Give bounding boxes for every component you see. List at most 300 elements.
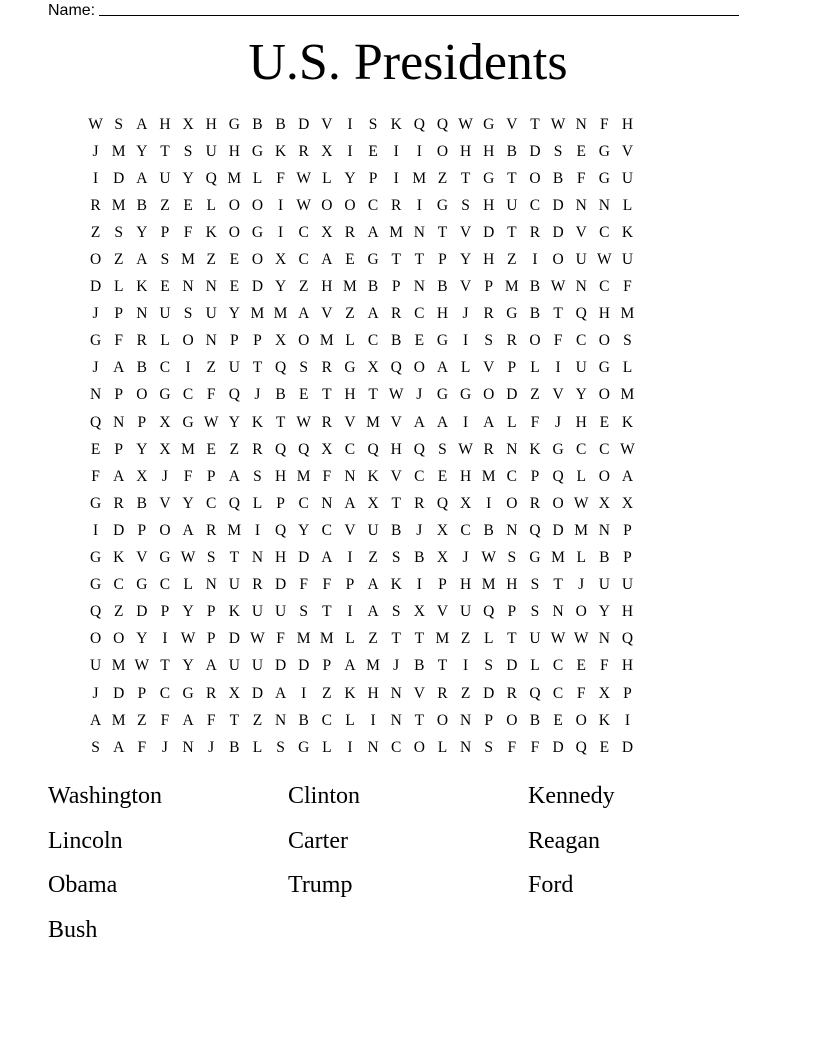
grid-letter[interactable]: C (182, 386, 194, 404)
grid-letter[interactable]: X (274, 251, 287, 269)
grid-letter[interactable]: N (367, 738, 379, 756)
grid-letter[interactable]: Y (136, 440, 148, 458)
grid-letter[interactable]: M (296, 467, 311, 485)
grid-letter[interactable]: P (438, 576, 447, 594)
grid-letter[interactable]: E (90, 440, 101, 458)
grid-letter[interactable]: T (252, 359, 263, 377)
grid-letter[interactable]: Z (160, 196, 170, 214)
grid-letter[interactable]: S (368, 115, 378, 133)
grid-letter[interactable]: Q (390, 359, 402, 377)
grid-letter[interactable]: E (206, 440, 216, 458)
grid-letter[interactable]: K (598, 711, 610, 729)
grid-letter[interactable]: S (461, 196, 470, 214)
grid-letter[interactable]: P (438, 251, 447, 269)
grid-letter[interactable]: I (416, 196, 422, 214)
grid-letter[interactable]: G (483, 115, 495, 133)
grid-letter[interactable]: I (486, 494, 492, 512)
grid-letter[interactable]: I (92, 521, 99, 539)
grid-letter[interactable]: X (159, 413, 171, 431)
grid-letter[interactable]: R (90, 196, 101, 214)
grid-letter[interactable]: B (298, 711, 309, 729)
grid-letter[interactable]: X (598, 684, 610, 702)
grid-letter[interactable]: C (159, 359, 171, 377)
grid-letter[interactable]: D (113, 521, 125, 539)
grid-letter[interactable]: R (113, 494, 124, 512)
grid-letter[interactable]: E (414, 332, 425, 350)
grid-letter[interactable]: O (529, 169, 541, 187)
grid-letter[interactable]: N (598, 630, 610, 648)
grid-letter[interactable]: C (599, 278, 610, 296)
grid-letter[interactable]: V (321, 305, 333, 323)
grid-letter[interactable]: S (391, 603, 401, 621)
grid-letter[interactable]: T (507, 223, 517, 241)
grid-letter[interactable]: L (460, 359, 471, 377)
grid-letter[interactable]: Z (113, 251, 124, 269)
grid-letter[interactable]: C (321, 711, 332, 729)
grid-letter[interactable]: N (344, 467, 356, 485)
grid-letter[interactable]: D (552, 223, 564, 241)
grid-letter[interactable]: U (251, 603, 264, 621)
grid-letter[interactable]: A (136, 115, 148, 133)
grid-letter[interactable]: C (414, 467, 425, 485)
grid-letter[interactable]: G (598, 359, 610, 377)
grid-letter[interactable]: L (507, 413, 517, 431)
grid-letter[interactable]: B (136, 494, 147, 512)
grid-letter[interactable]: Q (89, 603, 102, 621)
grid-letter[interactable]: P (623, 684, 632, 702)
grid-letter[interactable]: Z (322, 684, 332, 702)
grid-letter[interactable]: W (388, 386, 404, 404)
grid-letter[interactable]: A (483, 413, 495, 431)
grid-letter[interactable]: U (228, 359, 240, 377)
grid-letter[interactable]: M (412, 169, 427, 187)
grid-letter[interactable]: K (228, 603, 240, 621)
grid-letter[interactable]: H (228, 142, 240, 160)
grid-letter[interactable]: M (111, 196, 126, 214)
grid-letter[interactable]: G (483, 169, 495, 187)
grid-letter[interactable]: U (228, 657, 240, 675)
grid-letter[interactable]: Z (298, 278, 309, 296)
grid-letter[interactable]: P (368, 169, 378, 187)
grid-letter[interactable]: A (113, 359, 125, 377)
grid-letter[interactable]: X (321, 142, 333, 160)
grid-letter[interactable]: W (458, 115, 473, 133)
grid-letter[interactable]: P (206, 603, 216, 621)
grid-letter[interactable]: B (506, 142, 517, 160)
grid-letter[interactable]: J (161, 467, 168, 485)
grid-letter[interactable]: M (343, 278, 357, 296)
grid-letter[interactable]: B (275, 386, 286, 404)
grid-letter[interactable]: P (507, 603, 517, 621)
grid-letter[interactable]: A (205, 657, 217, 675)
grid-letter[interactable]: Q (298, 440, 310, 458)
grid-letter[interactable]: W (296, 169, 311, 187)
grid-letter[interactable]: D (552, 738, 564, 756)
grid-letter[interactable]: X (367, 359, 379, 377)
grid-letter[interactable]: W (180, 630, 196, 648)
grid-letter[interactable]: G (136, 576, 148, 594)
grid-letter[interactable]: W (458, 440, 473, 458)
grid-letter[interactable]: B (599, 549, 610, 567)
grid-letter[interactable]: P (484, 711, 493, 729)
grid-letter[interactable]: G (459, 386, 472, 404)
grid-letter[interactable]: O (598, 467, 610, 485)
grid-letter[interactable]: M (181, 440, 195, 458)
grid-letter[interactable]: W (550, 115, 566, 133)
grid-letter[interactable]: G (89, 494, 102, 512)
grid-letter[interactable]: G (436, 386, 449, 404)
grid-letter[interactable]: R (483, 440, 494, 458)
grid-letter[interactable]: Z (137, 711, 147, 729)
grid-letter[interactable]: Z (345, 305, 355, 323)
grid-letter[interactable]: Z (113, 603, 124, 621)
grid-letter[interactable]: G (436, 332, 449, 350)
grid-letter[interactable]: S (114, 223, 123, 241)
grid-letter[interactable]: Q (228, 386, 240, 404)
grid-letter[interactable]: Z (252, 711, 263, 729)
grid-letter[interactable]: I (370, 711, 376, 729)
grid-letter[interactable]: C (298, 251, 309, 269)
grid-letter[interactable]: I (301, 684, 307, 702)
grid-letter[interactable]: G (182, 684, 194, 702)
grid-letter[interactable]: J (92, 305, 99, 323)
grid-letter[interactable]: M (111, 142, 126, 160)
grid-letter[interactable]: F (553, 332, 563, 350)
grid-letter[interactable]: C (113, 576, 124, 594)
grid-letter[interactable]: A (436, 413, 449, 431)
grid-letter[interactable]: X (136, 467, 148, 485)
grid-letter[interactable]: O (298, 332, 310, 350)
grid-letter[interactable]: T (275, 413, 286, 431)
grid-letter[interactable]: Z (90, 223, 101, 241)
grid-letter[interactable]: I (277, 196, 284, 214)
grid-letter[interactable]: D (483, 223, 495, 241)
grid-letter[interactable]: N (113, 413, 125, 431)
grid-letter[interactable]: N (205, 332, 217, 350)
grid-letter[interactable]: O (413, 359, 425, 377)
grid-letter[interactable]: S (484, 657, 493, 675)
grid-letter[interactable]: E (345, 251, 355, 269)
grid-letter[interactable]: J (578, 576, 585, 594)
grid-letter[interactable]: L (252, 494, 263, 512)
grid-letter[interactable]: S (253, 467, 262, 485)
grid-letter[interactable]: N (136, 305, 148, 323)
grid-letter[interactable]: Y (598, 603, 610, 621)
grid-letter[interactable]: Y (274, 278, 287, 296)
grid-letter[interactable]: R (414, 494, 425, 512)
grid-letter[interactable]: Z (437, 169, 448, 187)
grid-letter[interactable]: H (367, 684, 379, 702)
grid-letter[interactable]: U (621, 169, 634, 187)
grid-letter[interactable]: N (413, 278, 425, 296)
grid-letter[interactable]: V (413, 684, 425, 702)
grid-letter[interactable]: O (228, 223, 240, 241)
grid-letter[interactable]: N (413, 223, 425, 241)
grid-letter[interactable]: W (573, 494, 589, 512)
grid-letter[interactable]: C (414, 305, 425, 323)
grid-letter[interactable]: P (623, 521, 632, 539)
grid-letter[interactable]: C (391, 738, 402, 756)
grid-letter[interactable]: V (344, 521, 356, 539)
grid-letter[interactable]: B (529, 711, 541, 729)
grid-letter[interactable]: O (321, 196, 333, 214)
grid-letter[interactable]: E (576, 142, 586, 160)
grid-letter[interactable]: B (414, 549, 425, 567)
grid-letter[interactable]: Q (89, 413, 102, 431)
grid-letter[interactable]: M (504, 278, 519, 296)
grid-letter[interactable]: A (367, 603, 379, 621)
grid-letter[interactable]: T (437, 223, 448, 241)
grid-letter[interactable]: Y (228, 305, 240, 323)
grid-letter[interactable]: X (228, 684, 240, 702)
grid-letter[interactable]: M (319, 332, 334, 350)
grid-letter[interactable]: Q (274, 521, 287, 539)
grid-letter[interactable]: E (553, 711, 563, 729)
grid-letter[interactable]: I (624, 711, 631, 729)
grid-letter[interactable]: D (274, 657, 287, 675)
grid-letter[interactable]: F (276, 630, 285, 648)
grid-letter[interactable]: G (159, 386, 171, 404)
grid-letter[interactable]: Z (206, 359, 216, 377)
grid-letter[interactable]: D (483, 684, 495, 702)
grid-letter[interactable]: F (623, 278, 632, 296)
grid-letter[interactable]: N (598, 196, 610, 214)
grid-letter[interactable]: O (251, 196, 264, 214)
grid-letter[interactable]: R (529, 223, 541, 241)
grid-letter[interactable]: P (160, 603, 170, 621)
grid-letter[interactable]: S (183, 305, 193, 323)
grid-letter[interactable]: V (459, 223, 472, 241)
grid-letter[interactable]: X (621, 494, 634, 512)
grid-letter[interactable]: L (345, 332, 355, 350)
grid-letter[interactable]: U (367, 521, 379, 539)
grid-letter[interactable]: D (506, 657, 518, 675)
grid-letter[interactable]: B (529, 305, 541, 323)
grid-letter[interactable]: A (136, 169, 148, 187)
grid-letter[interactable]: Q (436, 494, 449, 512)
grid-letter[interactable]: O (506, 711, 518, 729)
grid-letter[interactable]: T (391, 630, 401, 648)
grid-letter[interactable]: N (321, 494, 333, 512)
grid-letter[interactable]: J (161, 738, 168, 756)
grid-letter[interactable]: L (252, 738, 263, 756)
grid-letter[interactable]: M (111, 657, 126, 675)
grid-letter[interactable]: O (575, 603, 587, 621)
grid-letter[interactable]: H (205, 115, 217, 133)
grid-letter[interactable]: T (391, 494, 401, 512)
grid-letter[interactable]: N (598, 521, 610, 539)
grid-letter[interactable]: E (576, 657, 586, 675)
grid-letter[interactable]: A (182, 711, 194, 729)
grid-letter[interactable]: T (229, 711, 240, 729)
grid-letter[interactable]: F (600, 115, 609, 133)
grid-letter[interactable]: D (529, 142, 541, 160)
grid-letter[interactable]: W (596, 251, 612, 269)
grid-letter[interactable]: B (391, 521, 402, 539)
grid-letter[interactable]: J (462, 549, 469, 567)
grid-letter[interactable]: M (551, 549, 565, 567)
grid-letter[interactable]: S (530, 576, 540, 594)
grid-letter[interactable]: W (203, 413, 219, 431)
grid-letter[interactable]: J (555, 413, 562, 431)
grid-letter[interactable]: G (251, 223, 264, 241)
grid-letter[interactable]: J (208, 738, 215, 756)
grid-letter[interactable]: U (621, 251, 634, 269)
grid-letter[interactable]: F (299, 576, 308, 594)
grid-letter[interactable]: D (552, 521, 564, 539)
grid-letter[interactable]: W (296, 413, 311, 431)
grid-letter[interactable]: O (136, 386, 148, 404)
grid-letter[interactable]: M (435, 630, 450, 648)
grid-letter[interactable]: F (600, 657, 609, 675)
grid-letter[interactable]: Y (182, 494, 194, 512)
grid-letter[interactable]: R (391, 196, 402, 214)
grid-letter[interactable]: D (89, 278, 102, 296)
grid-letter[interactable]: Y (182, 169, 194, 187)
grid-letter[interactable]: G (89, 576, 102, 594)
grid-letter[interactable]: X (436, 521, 449, 539)
grid-letter[interactable]: Q (274, 440, 287, 458)
grid-letter[interactable]: R (206, 684, 217, 702)
grid-letter[interactable]: H (575, 413, 587, 431)
grid-letter[interactable]: K (390, 576, 402, 594)
grid-letter[interactable]: F (322, 467, 332, 485)
grid-letter[interactable]: H (621, 603, 634, 621)
grid-letter[interactable]: Q (228, 494, 240, 512)
grid-letter[interactable]: V (390, 467, 402, 485)
grid-letter[interactable]: L (183, 576, 193, 594)
grid-letter[interactable]: T (530, 115, 540, 133)
grid-letter[interactable]: I (277, 223, 284, 241)
grid-letter[interactable]: C (599, 223, 610, 241)
grid-letter[interactable]: F (137, 738, 147, 756)
grid-letter[interactable]: S (91, 738, 100, 756)
grid-letter[interactable]: M (296, 630, 311, 648)
grid-letter[interactable]: H (483, 142, 495, 160)
grid-letter[interactable]: M (227, 169, 242, 187)
grid-letter[interactable]: H (344, 386, 356, 404)
grid-letter[interactable]: U (89, 657, 102, 675)
grid-letter[interactable]: D (298, 657, 310, 675)
grid-letter[interactable]: K (529, 440, 541, 458)
grid-letter[interactable]: F (530, 413, 540, 431)
grid-letter[interactable]: I (393, 169, 399, 187)
grid-letter[interactable]: T (368, 386, 378, 404)
grid-letter[interactable]: C (344, 440, 356, 458)
grid-letter[interactable]: A (367, 305, 379, 323)
grid-letter[interactable]: C (552, 684, 564, 702)
grid-letter[interactable]: D (251, 278, 264, 296)
grid-letter[interactable]: T (160, 657, 170, 675)
grid-letter[interactable]: I (185, 359, 191, 377)
grid-letter[interactable]: T (414, 630, 425, 648)
grid-letter[interactable]: C (460, 521, 471, 539)
grid-letter[interactable]: W (134, 657, 150, 675)
grid-letter[interactable]: P (253, 332, 262, 350)
grid-letter[interactable]: K (390, 115, 402, 133)
grid-letter[interactable]: G (228, 115, 240, 133)
grid-letter[interactable]: N (251, 549, 264, 567)
grid-letter[interactable]: R (298, 142, 309, 160)
grid-letter[interactable]: N (506, 521, 518, 539)
grid-letter[interactable]: C (298, 223, 309, 241)
grid-letter[interactable]: P (114, 386, 123, 404)
grid-letter[interactable]: Y (298, 521, 310, 539)
grid-letter[interactable]: T (507, 630, 517, 648)
grid-letter[interactable]: A (182, 521, 194, 539)
grid-letter[interactable]: S (484, 332, 493, 350)
grid-letter[interactable]: X (459, 494, 472, 512)
grid-letter[interactable]: U (506, 196, 518, 214)
grid-letter[interactable]: Q (529, 684, 541, 702)
grid-letter[interactable]: I (462, 657, 469, 675)
grid-letter[interactable]: L (622, 196, 633, 214)
grid-letter[interactable]: V (136, 549, 148, 567)
grid-letter[interactable]: U (274, 603, 287, 621)
grid-letter[interactable]: F (576, 684, 586, 702)
grid-letter[interactable]: B (275, 115, 286, 133)
grid-letter[interactable]: Q (529, 521, 541, 539)
grid-letter[interactable]: E (437, 467, 448, 485)
grid-letter[interactable]: A (89, 711, 102, 729)
grid-letter[interactable]: M (273, 305, 288, 323)
grid-letter[interactable]: C (552, 657, 564, 675)
grid-letter[interactable]: C (506, 467, 517, 485)
grid-letter[interactable]: K (205, 223, 217, 241)
grid-letter[interactable]: Q (552, 467, 564, 485)
grid-letter[interactable]: R (344, 223, 356, 241)
grid-letter[interactable]: O (552, 251, 564, 269)
grid-letter[interactable]: G (598, 142, 610, 160)
grid-letter[interactable]: Y (136, 630, 148, 648)
grid-letter[interactable]: B (252, 115, 263, 133)
grid-letter[interactable]: U (205, 142, 217, 160)
grid-letter[interactable]: E (229, 251, 240, 269)
grid-letter[interactable]: Y (136, 142, 148, 160)
grid-letter[interactable]: X (321, 223, 333, 241)
grid-letter[interactable]: G (436, 196, 449, 214)
grid-letter[interactable]: V (390, 413, 402, 431)
grid-letter[interactable]: S (114, 115, 123, 133)
grid-letter[interactable]: N (89, 386, 102, 404)
grid-letter[interactable]: Z (368, 549, 378, 567)
grid-letter[interactable]: L (160, 332, 170, 350)
grid-letter[interactable]: I (162, 630, 168, 648)
grid-letter[interactable]: T (229, 549, 240, 567)
grid-letter[interactable]: S (299, 359, 308, 377)
grid-letter[interactable]: W (180, 549, 196, 567)
grid-letter[interactable]: K (251, 413, 264, 431)
grid-letter[interactable]: L (530, 359, 540, 377)
grid-letter[interactable]: A (274, 684, 287, 702)
grid-letter[interactable]: I (532, 251, 538, 269)
grid-letter[interactable]: M (111, 711, 126, 729)
grid-letter[interactable]: F (206, 386, 216, 404)
grid-letter[interactable]: H (621, 115, 634, 133)
grid-letter[interactable]: A (228, 467, 240, 485)
grid-letter[interactable]: I (462, 332, 469, 350)
grid-letter[interactable]: U (159, 305, 171, 323)
grid-letter[interactable]: L (345, 711, 355, 729)
grid-letter[interactable]: T (437, 657, 448, 675)
grid-letter[interactable]: O (344, 196, 356, 214)
grid-letter[interactable]: G (344, 359, 356, 377)
grid-letter[interactable]: A (344, 494, 356, 512)
grid-letter[interactable]: M (481, 467, 496, 485)
grid-letter[interactable]: C (576, 332, 587, 350)
grid-letter[interactable]: V (459, 278, 472, 296)
grid-letter[interactable]: Q (205, 169, 217, 187)
